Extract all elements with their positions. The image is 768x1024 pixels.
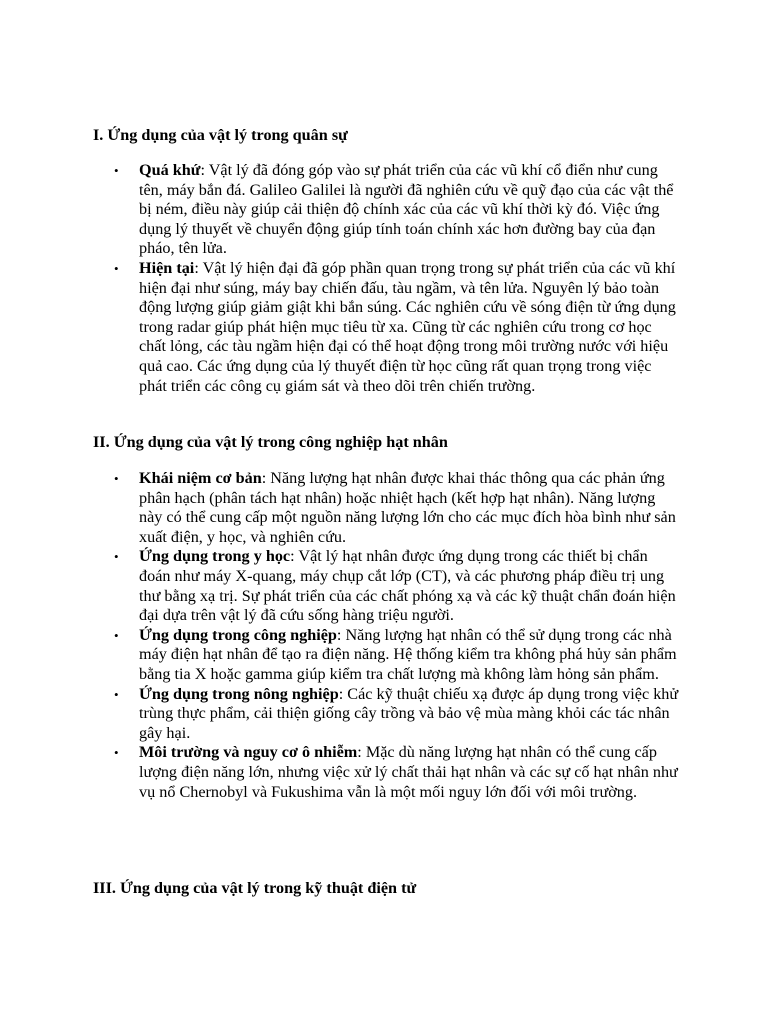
list-item: [114, 547, 679, 625]
section-heading-electronics: III. Ứng dụng của vật lý trong kỹ thuật điện tử: [93, 879, 417, 897]
list-item-text: : Các kỹ thuật chiếu xạ được áp dụng trong việc khử trùng thực phẩm, cải thiện giống cây trồng và bảo vệ mùa màng khỏi các tác nhân gây hại.: [139, 684, 679, 742]
bullet-icon: •: [114, 471, 119, 486]
list-item-term: Ứng dụng trong nông nghiệp: [139, 684, 339, 703]
bullet-list-nuclear: [114, 469, 679, 802]
bullet-icon: •: [114, 549, 119, 565]
bullet-icon: •: [114, 745, 119, 761]
list-item-text: : Vật lý hiện đại đã góp phần quan trọng trong sự phát triển của các vũ khí hiện đại như súng, máy bay chiến đấu, tàu ngầm, và tên lửa. Nguyên lý bảo toàn động lượng giúp giảm giật khi bắn súng. Các nghiên cứu về sóng điện từ ứng dụng trong radar giúp phát hiện mục tiêu từ xa. Cũng từ các nghiên cứu trong cơ học chất lỏng, các tàu ngầm hiện đại có thể hoạt động trong môi trường nước với hiệu quả cao. Các ứng dụng của lý thuyết điện từ học cũng rất quan trọng trong việc phát triển các công cụ giám sát và theo dõi trên chiến trường.: [139, 258, 676, 395]
list-item-term: Hiện tại: [139, 258, 195, 277]
list-item-text: : Vật lý hạt nhân được ứng dụng trong các thiết bị chẩn đoán như máy X-quang, máy chụp cắt lớp (CT), và các phương pháp điều trị ung thư bằng xạ trị. Sự phát triển của các chất phóng xạ và các kỹ thuật chẩn đoán hiện đại dựa trên vật lý đã cứu sống hàng triệu người.: [139, 547, 676, 625]
bullet-icon: •: [114, 627, 119, 643]
list-item: [114, 743, 679, 802]
list-item-text: : Mặc dù năng lượng hạt nhân có thể cung cấp lượng điện năng lớn, nhưng việc xử lý chất thải hạt nhân và các sự cố hạt nhân như vụ nổ Chernobyl và Fukushima vẫn là một mối nguy lớn đối với môi trường.: [139, 743, 678, 801]
bullet-icon: •: [114, 260, 119, 276]
bullet-list-military: [114, 161, 679, 396]
list-item: [114, 469, 679, 547]
list-item-text: : Năng lượng hạt nhân có thể sử dụng trong các nhà máy điện hạt nhân để tạo ra điện năng. Hệ thống kiểm tra không phá hủy sản phẩm bằng tia X hoặc gamma giúp kiểm tra chất lượng mà không làm hỏng sản phẩm.: [139, 625, 677, 683]
section-heading-military: I. Ứng dụng của vật lý trong quân sự: [93, 126, 348, 144]
list-item-term: Khái niệm cơ bản: [139, 469, 262, 487]
list-item-text: : Năng lượng hạt nhân được khai thác thông qua các phản ứng phân hạch (phân tách hạt nhân) hoặc nhiệt hạch (kết hợp hạt nhân). Năng lượng này có thể cung cấp một nguồn năng lượng lớn cho các mục đích hòa bình như sản xuất điện, y học, và nghiên cứu.: [139, 469, 676, 546]
bullet-icon: •: [114, 163, 119, 178]
list-item-text: : Vật lý đã đóng góp vào sự phát triển của các vũ khí cổ điển như cung tên, máy bắn đá. Galileo Galilei là người đã nghiên cứu về quỹ đạo của các vật thể bị ném, điều này giúp cải thiện độ chính xác của các vũ khí thời kỳ đó. Việc ứng dụng lý thuyết về chuyển động giúp tính toán chính xác hơn đường bay của đạn pháo, tên lửa.: [139, 161, 674, 258]
list-item: [114, 684, 679, 744]
list-item-term: Môi trường và nguy cơ ô nhiễm: [139, 743, 358, 762]
list-item: [114, 625, 679, 685]
list-item: [114, 258, 679, 396]
list-item-term: Ứng dụng trong công nghiệp: [139, 625, 337, 644]
list-item: [114, 161, 679, 259]
section-heading-nuclear: II. Ứng dụng của vật lý trong công nghiệp hạt nhân: [93, 433, 448, 451]
list-item-term: Ứng dụng trong y học: [139, 547, 291, 566]
bullet-icon: •: [114, 686, 119, 702]
list-item-term: Quá khứ: [139, 161, 201, 179]
